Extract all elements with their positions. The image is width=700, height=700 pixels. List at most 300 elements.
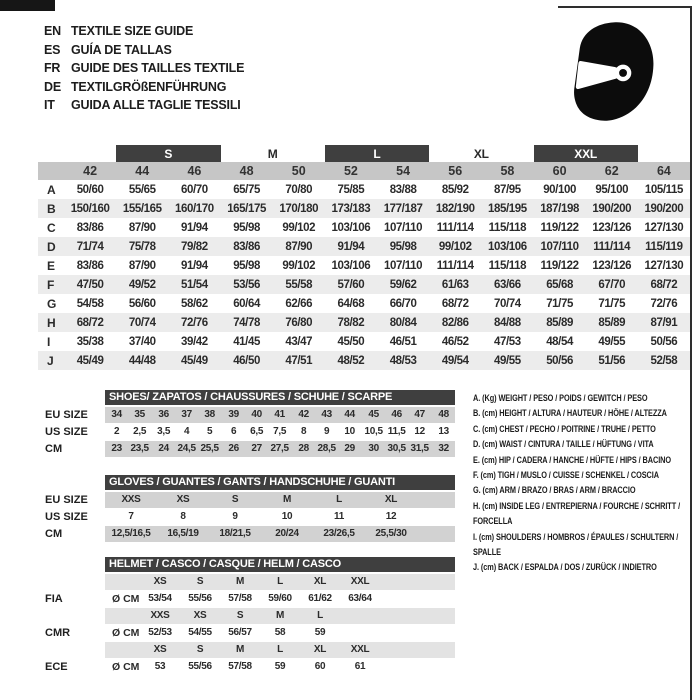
measure-value: 76/80 bbox=[285, 316, 313, 329]
measure-row-i bbox=[38, 332, 690, 351]
top-left-frame-segment bbox=[0, 0, 55, 11]
shoes-cm-cell: 28 bbox=[298, 443, 309, 454]
measure-letter: A bbox=[47, 182, 56, 197]
helmet-sizes-ece-cell: XS bbox=[153, 644, 167, 655]
language-code: FR bbox=[44, 61, 61, 76]
shoes-cm-cell: 29 bbox=[344, 443, 355, 454]
measure-value: 45/49 bbox=[76, 354, 104, 367]
size-group-l: L bbox=[325, 145, 429, 162]
helmet-values-cmr-cell bbox=[340, 625, 380, 641]
size-number-row bbox=[38, 162, 690, 180]
measure-value: 84/88 bbox=[494, 316, 521, 329]
measure-row-e bbox=[38, 256, 690, 275]
measure-value: 41/45 bbox=[233, 335, 260, 348]
measure-value: 57/60 bbox=[337, 278, 365, 291]
measure-value: 127/130 bbox=[644, 221, 684, 234]
gloves-us-row bbox=[105, 509, 455, 525]
measure-value: 39/42 bbox=[181, 335, 208, 348]
measure-value: 115/118 bbox=[488, 221, 527, 234]
measure-value: 62/66 bbox=[285, 297, 313, 310]
gloves-cm-cell: 20/24 bbox=[275, 528, 299, 539]
measure-value: 95/98 bbox=[389, 240, 417, 253]
measure-value: 99/102 bbox=[282, 259, 316, 272]
measure-letter: C bbox=[47, 220, 56, 235]
helmet-standard-label: ECE bbox=[45, 661, 68, 673]
shoes-eu-row bbox=[105, 407, 455, 423]
measure-value: 155/165 bbox=[122, 202, 162, 215]
gloves-row-label: CM bbox=[45, 528, 63, 540]
measure-value: 71/74 bbox=[76, 240, 104, 253]
measure-value: 87/90 bbox=[128, 221, 156, 234]
shoes-eu-cell: 35 bbox=[134, 409, 145, 420]
measure-row-d bbox=[38, 237, 690, 256]
shoes-us-cell: 8 bbox=[301, 426, 307, 437]
measure-value: 74/78 bbox=[233, 316, 260, 329]
gloves-us-cell: 10 bbox=[281, 511, 293, 522]
measure-value: 119/122 bbox=[540, 259, 579, 272]
measure-value: 95/98 bbox=[233, 221, 260, 234]
measure-value: 63/66 bbox=[494, 278, 521, 291]
measure-value: 83/88 bbox=[389, 183, 417, 196]
measure-value: 173/183 bbox=[331, 202, 371, 215]
helmet-sizes-ece-row bbox=[105, 642, 455, 658]
measure-value: 66/70 bbox=[389, 297, 417, 310]
measure-row-a bbox=[38, 180, 690, 199]
shoes-cm-cell: 27,5 bbox=[270, 443, 289, 454]
gloves-cm-row bbox=[105, 526, 455, 542]
measure-value: 59/62 bbox=[389, 278, 417, 291]
shoes-us-cell: 6 bbox=[231, 426, 237, 437]
shoes-eu-cell: 36 bbox=[158, 409, 169, 420]
measure-value: 52/58 bbox=[650, 354, 678, 367]
language-code: ES bbox=[44, 42, 61, 57]
language-title: GUÍA DE TALLAS bbox=[71, 42, 172, 57]
measure-value: 48/52 bbox=[337, 354, 365, 367]
shoes-us-cell: 2,5 bbox=[133, 426, 147, 437]
measure-value: 111/114 bbox=[436, 259, 474, 272]
shoes-eu-cell: 43 bbox=[321, 409, 332, 420]
shoes-cm-cell: 27 bbox=[251, 443, 262, 454]
measure-letter: D bbox=[47, 239, 56, 254]
measure-value: 51/54 bbox=[181, 278, 208, 291]
shoes-row-label: EU SIZE bbox=[45, 409, 88, 421]
measure-value: 177/187 bbox=[383, 202, 423, 215]
measure-value: 107/110 bbox=[384, 221, 423, 234]
shoes-eu-cell: 39 bbox=[228, 409, 239, 420]
measure-value: 83/86 bbox=[76, 221, 104, 234]
measure-value: 190/200 bbox=[644, 202, 684, 215]
measure-value: 182/190 bbox=[435, 202, 475, 215]
size-group-header-row bbox=[38, 145, 690, 162]
shoes-row-label: CM bbox=[45, 443, 63, 455]
size-number: 50 bbox=[291, 164, 306, 178]
size-group-s: S bbox=[116, 145, 220, 162]
shoes-us-cell: 10,5 bbox=[364, 426, 383, 437]
diameter-unit-label: Ø CM bbox=[112, 661, 140, 673]
measure-value: 83/86 bbox=[76, 259, 104, 272]
measure-value: 70/74 bbox=[128, 316, 156, 329]
gloves-us-cell: 11 bbox=[334, 511, 344, 522]
gloves-cm-cell: 16,5/19 bbox=[167, 528, 199, 539]
gloves-eu-cell: XXS bbox=[121, 494, 141, 505]
measure-value: 160/170 bbox=[175, 202, 214, 215]
measure-value: 65/75 bbox=[233, 183, 260, 196]
measure-value: 170/180 bbox=[279, 202, 319, 215]
measure-value: 35/38 bbox=[76, 335, 104, 348]
legend-item: G. (cm) ARM / BRAZO / BRAS / ARM / BRACCIO bbox=[473, 485, 636, 496]
shoes-cm-cell: 28,5 bbox=[317, 443, 336, 454]
gloves-us-cell: 8 bbox=[180, 511, 186, 522]
legend-item: C. (cm) CHEST / PECHO / POITRINE / TRUHE / PETTO bbox=[473, 423, 656, 434]
measure-value: 51/56 bbox=[598, 354, 626, 367]
size-number: 54 bbox=[396, 164, 411, 178]
measure-row-j bbox=[38, 351, 690, 370]
helmet-values-ece-row bbox=[105, 659, 455, 675]
helmet-sizes-fia-cell: S bbox=[196, 576, 204, 587]
helmet-values-fia-cell: 53/54 bbox=[148, 593, 172, 604]
measure-value: 70/80 bbox=[285, 183, 313, 196]
helmet-values-ece-cell: 59 bbox=[274, 661, 286, 672]
gloves-table-header: GLOVES / GUANTES / GANTS / HANDSCHUHE / GUANTI bbox=[105, 475, 455, 490]
measure-row-h bbox=[38, 313, 690, 332]
shoes-us-cell: 4 bbox=[184, 426, 190, 437]
diameter-unit-label: Ø CM bbox=[112, 627, 140, 639]
helmet-sizes-cmr-cell: S bbox=[236, 610, 244, 621]
gloves-cm-cell: 18/21,5 bbox=[219, 528, 251, 539]
helmet-sizes-fia-cell: XXL bbox=[350, 576, 370, 587]
measure-value: 47/53 bbox=[494, 335, 521, 348]
shoes-us-cell: 5 bbox=[207, 426, 213, 437]
size-number: 62 bbox=[604, 164, 619, 178]
helmet-values-fia-cell: 59/60 bbox=[268, 593, 292, 604]
measure-row-c bbox=[38, 218, 690, 237]
size-group-m: M bbox=[267, 146, 278, 161]
measure-value: 91/94 bbox=[181, 221, 208, 234]
shoes-us-cell: 10 bbox=[344, 426, 355, 437]
language-title: TEXTILGRÖßENFÜHRUNG bbox=[71, 79, 227, 94]
language-title: TEXTILE SIZE GUIDE bbox=[71, 24, 194, 38]
shoes-us-cell: 9 bbox=[324, 426, 330, 437]
measure-value: 80/84 bbox=[389, 316, 417, 329]
measure-value: 53/56 bbox=[233, 278, 260, 291]
size-number: 56 bbox=[448, 164, 463, 178]
measure-row-f bbox=[38, 275, 690, 294]
measure-value: 55/58 bbox=[285, 278, 313, 291]
helmet-values-ece-cell: 53 bbox=[154, 661, 166, 672]
racing-helmet-icon bbox=[566, 18, 658, 126]
helmet-sizes-fia-cell: XS bbox=[153, 576, 167, 587]
shoes-cm-cell: 24 bbox=[158, 443, 169, 454]
shoes-us-cell: 2 bbox=[114, 426, 120, 437]
shoes-cm-cell: 26 bbox=[228, 443, 239, 454]
language-title: GUIDA ALLE TAGLIE TESSILI bbox=[71, 98, 241, 113]
helmet-values-cmr-cell: 59 bbox=[314, 627, 326, 638]
helmet-sizes-cmr-cell bbox=[340, 608, 380, 624]
measure-value: 111/114 bbox=[436, 221, 474, 234]
measure-value: 45/50 bbox=[337, 335, 365, 348]
helmet-sizes-cmr-row bbox=[105, 608, 455, 624]
measure-value: 119/122 bbox=[540, 221, 579, 234]
legend-item: F. (cm) TIGH / MUSLO / CUISSE / SCHENKEL / COSCIA bbox=[473, 470, 659, 481]
measure-value: 60/70 bbox=[181, 183, 208, 196]
helmet-values-cmr-cell: 58 bbox=[274, 627, 286, 638]
helmet-sizes-cmr-cell: XXS bbox=[150, 610, 170, 621]
measure-value: 67/70 bbox=[598, 278, 626, 291]
language-row bbox=[44, 96, 244, 115]
size-group-xxl: XXL bbox=[534, 145, 638, 162]
apparel-size-table bbox=[38, 145, 690, 370]
measure-value: 87/91 bbox=[650, 316, 678, 329]
shoes-cm-cell: 32 bbox=[438, 443, 449, 454]
shoes-cm-cell: 25,5 bbox=[200, 443, 219, 454]
helmet-sizes-fia-cell: XL bbox=[313, 576, 327, 587]
helmet-sizes-cmr-cell: M bbox=[275, 610, 285, 621]
diameter-unit-label: Ø CM bbox=[112, 593, 140, 605]
measure-value: 82/86 bbox=[441, 316, 469, 329]
measure-value: 50/60 bbox=[76, 183, 104, 196]
gloves-eu-cell: M bbox=[282, 494, 292, 505]
measure-row-g bbox=[38, 294, 690, 313]
language-row bbox=[44, 41, 244, 60]
measure-value: 105/115 bbox=[644, 183, 683, 196]
measure-value: 43/47 bbox=[285, 335, 313, 348]
shoes-eu-cell: 41 bbox=[274, 409, 285, 420]
language-title: GUIDE DES TAILLES TEXTILE bbox=[71, 61, 245, 76]
language-title-list bbox=[44, 22, 244, 115]
right-frame-line bbox=[690, 6, 692, 700]
measure-letter: E bbox=[47, 258, 56, 273]
gloves-eu-cell: XS bbox=[176, 494, 190, 505]
measure-value: 91/94 bbox=[181, 259, 208, 272]
measure-value: 103/106 bbox=[331, 259, 371, 272]
helmet-values-ece-cell: 57/58 bbox=[228, 661, 252, 672]
measure-value: 72/76 bbox=[650, 297, 678, 310]
legend-item: D. (cm) WAIST / CINTURA / TAILLE / HÜFTUNG / VITA bbox=[473, 439, 654, 450]
helmet-sizes-ece-cell: M bbox=[235, 644, 245, 655]
size-number: 60 bbox=[552, 164, 567, 178]
measure-value: 56/60 bbox=[128, 297, 156, 310]
legend-item: J. (cm) BACK / ESPALDA / DOS / ZURÜCK / INDIETRO bbox=[473, 562, 657, 573]
measure-value: 65/68 bbox=[546, 278, 573, 291]
shoes-eu-cell: 48 bbox=[438, 409, 449, 420]
helmet-sizes-fia-row bbox=[105, 574, 455, 590]
gloves-row-label: EU SIZE bbox=[45, 494, 88, 506]
measure-letter: B bbox=[47, 201, 56, 216]
measure-value: 47/51 bbox=[285, 354, 313, 367]
measure-value: 107/110 bbox=[540, 240, 579, 253]
gloves-eu-cell: XL bbox=[384, 494, 398, 505]
shoes-eu-cell: 46 bbox=[391, 409, 402, 420]
measure-value: 87/90 bbox=[285, 240, 313, 253]
shoes-eu-cell: 42 bbox=[298, 409, 309, 420]
measure-value: 85/92 bbox=[441, 183, 469, 196]
helmet-standard-label: CMR bbox=[45, 627, 71, 639]
shoes-cm-cell: 24,5 bbox=[177, 443, 196, 454]
measure-value: 68/72 bbox=[650, 278, 678, 291]
helmet-values-ece-cell: 55/56 bbox=[188, 661, 212, 672]
shoes-table-header: SHOES/ ZAPATOS / CHAUSSURES / SCHUHE / SCARPE bbox=[105, 390, 455, 405]
language-row bbox=[44, 59, 244, 78]
measure-value: 71/75 bbox=[598, 297, 626, 310]
language-code: IT bbox=[44, 98, 55, 113]
shoes-row-label: US SIZE bbox=[45, 426, 88, 438]
legend-item: B. (cm) HEIGHT / ALTURA / HAUTEUR / HÖHE / ALTEZZA bbox=[473, 408, 667, 419]
shoes-cm-cell: 23 bbox=[111, 443, 122, 454]
shoes-us-cell: 7,5 bbox=[273, 426, 287, 437]
measure-value: 107/110 bbox=[384, 259, 423, 272]
shoes-us-cell: 13 bbox=[438, 426, 449, 437]
measure-value: 46/50 bbox=[233, 354, 260, 367]
measure-value: 61/63 bbox=[441, 278, 469, 291]
measure-value: 95/100 bbox=[595, 183, 629, 196]
measure-value: 115/119 bbox=[645, 240, 683, 253]
helmet-values-ece-cell: 60 bbox=[314, 661, 326, 672]
helmet-sizes-ece-cell: XL bbox=[313, 644, 327, 655]
measure-value: 48/54 bbox=[546, 335, 573, 348]
helmet-sizes-cmr-cell: L bbox=[317, 610, 323, 621]
measure-value: 54/58 bbox=[76, 297, 104, 310]
legend-item: E. (cm) HIP / CADERA / HANCHE / HÜFTE / HIPS / BACINO bbox=[473, 454, 672, 465]
size-number: 42 bbox=[83, 164, 98, 178]
measure-value: 68/72 bbox=[441, 297, 469, 310]
measure-value: 44/48 bbox=[128, 354, 156, 367]
shoes-cm-cell: 23,5 bbox=[130, 443, 149, 454]
measure-value: 78/82 bbox=[337, 316, 365, 329]
language-row bbox=[44, 22, 244, 41]
measure-value: 127/130 bbox=[644, 259, 684, 272]
gloves-cm-cell: 23/26,5 bbox=[323, 528, 355, 539]
shoes-cm-row bbox=[105, 441, 455, 457]
gloves-cm-cell: 25,5/30 bbox=[375, 528, 407, 539]
measure-value: 49/52 bbox=[128, 278, 156, 291]
measure-value: 47/50 bbox=[76, 278, 104, 291]
measure-letter: H bbox=[47, 315, 56, 330]
measure-value: 95/98 bbox=[233, 259, 260, 272]
shoes-cm-cell: 30 bbox=[368, 443, 379, 454]
measure-value: 49/54 bbox=[441, 354, 469, 367]
helmet-sizes-fia-cell: M bbox=[235, 576, 245, 587]
helmet-sizes-ece-cell: XXL bbox=[350, 644, 370, 655]
language-row bbox=[44, 78, 244, 97]
measure-value: 48/53 bbox=[389, 354, 417, 367]
helmet-sizes-fia-cell: L bbox=[277, 576, 283, 587]
measure-value: 75/78 bbox=[128, 240, 156, 253]
legend-item: A. (Kg) WEIGHT / PESO / POIDS / GEWITCH / PESO bbox=[473, 393, 648, 403]
measure-value: 37/40 bbox=[128, 335, 156, 348]
helmet-values-cmr-row bbox=[105, 625, 455, 641]
size-number: 46 bbox=[187, 164, 202, 178]
measure-value: 79/82 bbox=[181, 240, 208, 253]
measurement-legend bbox=[473, 391, 692, 576]
legend-item: H. (cm) INSIDE LEG / ENTREPIERNA / FOURCHE / SCHRITT / FORCELLA bbox=[473, 500, 681, 527]
measure-value: 75/85 bbox=[337, 183, 365, 196]
shoes-us-cell: 6,5 bbox=[250, 426, 264, 437]
gloves-eu-row bbox=[105, 492, 455, 508]
measure-value: 49/55 bbox=[598, 335, 626, 348]
size-number: 48 bbox=[239, 164, 254, 178]
helmet-standard-label: FIA bbox=[45, 593, 63, 605]
helmet-sizes-ece-cell: L bbox=[277, 644, 283, 655]
measure-value: 103/106 bbox=[331, 221, 371, 234]
helmet-values-fia-cell: 57/58 bbox=[228, 593, 252, 604]
measure-value: 58/62 bbox=[181, 297, 208, 310]
helmet-values-fia-cell: 61/62 bbox=[308, 593, 332, 604]
measure-value: 50/56 bbox=[650, 335, 678, 348]
helmet-values-fia-cell: 63/64 bbox=[348, 593, 372, 604]
measure-value: 91/94 bbox=[337, 240, 365, 253]
measure-value: 64/68 bbox=[337, 297, 365, 310]
measure-value: 45/49 bbox=[181, 354, 208, 367]
measure-letter: I bbox=[47, 334, 51, 349]
shoes-us-cell: 12 bbox=[414, 426, 425, 437]
helmet-values-ece-cell: 61 bbox=[354, 661, 366, 672]
measure-value: 72/76 bbox=[181, 316, 208, 329]
measure-value: 60/64 bbox=[233, 297, 260, 310]
gloves-row-label: US SIZE bbox=[45, 511, 88, 523]
shoes-cm-cell: 30,5 bbox=[387, 443, 406, 454]
size-number: 44 bbox=[135, 164, 150, 178]
measure-value: 55/65 bbox=[128, 183, 156, 196]
helmet-values-fia-cell: 55/56 bbox=[188, 593, 212, 604]
shoes-eu-cell: 45 bbox=[368, 409, 379, 420]
measure-value: 70/74 bbox=[494, 297, 521, 310]
top-right-frame-segment bbox=[558, 6, 692, 8]
size-group-xl: XL bbox=[473, 146, 489, 161]
helmet-values-cmr-cell: 54/55 bbox=[188, 627, 212, 638]
language-code: EN bbox=[44, 24, 61, 38]
measure-value: 115/118 bbox=[488, 259, 527, 272]
measure-value: 111/114 bbox=[593, 240, 631, 253]
size-number: 52 bbox=[343, 164, 358, 178]
shoes-us-row bbox=[105, 424, 455, 440]
measure-value: 150/160 bbox=[70, 202, 110, 215]
measure-value: 46/52 bbox=[441, 335, 469, 348]
measure-value: 85/89 bbox=[598, 316, 626, 329]
shoes-eu-cell: 40 bbox=[251, 409, 262, 420]
shoes-cm-cell: 31,5 bbox=[410, 443, 429, 454]
measure-value: 90/100 bbox=[543, 183, 576, 196]
measure-row-b bbox=[38, 199, 690, 218]
shoes-eu-cell: 44 bbox=[344, 409, 355, 420]
shoes-us-cell: 3,5 bbox=[157, 426, 171, 437]
helmet-values-cmr-cell: 52/53 bbox=[148, 627, 172, 638]
measure-value: 99/102 bbox=[282, 221, 316, 234]
measure-value: 103/106 bbox=[488, 240, 527, 253]
measure-letter: J bbox=[47, 353, 54, 368]
measure-value: 123/126 bbox=[592, 221, 632, 234]
measure-value: 87/90 bbox=[128, 259, 156, 272]
gloves-us-cell: 9 bbox=[232, 511, 238, 522]
measure-value: 46/51 bbox=[389, 335, 417, 348]
measure-value: 187/198 bbox=[540, 202, 579, 215]
measure-value: 185/195 bbox=[488, 202, 527, 215]
size-number: 58 bbox=[500, 164, 515, 178]
measure-value: 190/200 bbox=[592, 202, 632, 215]
legend-item: I. (cm) SHOULDERS / HOMBROS / ÉPAULES / SCHULTERN / SPALLE bbox=[473, 531, 679, 558]
measure-value: 123/126 bbox=[592, 259, 632, 272]
measure-value: 68/72 bbox=[76, 316, 104, 329]
language-code: DE bbox=[44, 79, 61, 94]
measure-value: 85/89 bbox=[546, 316, 573, 329]
measure-value: 99/102 bbox=[438, 240, 472, 253]
helmet-sizes-cmr-cell: XS bbox=[193, 610, 207, 621]
shoes-eu-cell: 38 bbox=[204, 409, 215, 420]
shoes-eu-cell: 34 bbox=[111, 409, 122, 420]
measure-value: 71/75 bbox=[546, 297, 573, 310]
gloves-cm-cell: 12,5/16,5 bbox=[111, 528, 151, 539]
measure-value: 49/55 bbox=[494, 354, 521, 367]
helmet-values-cmr-cell: 56/57 bbox=[228, 627, 252, 638]
